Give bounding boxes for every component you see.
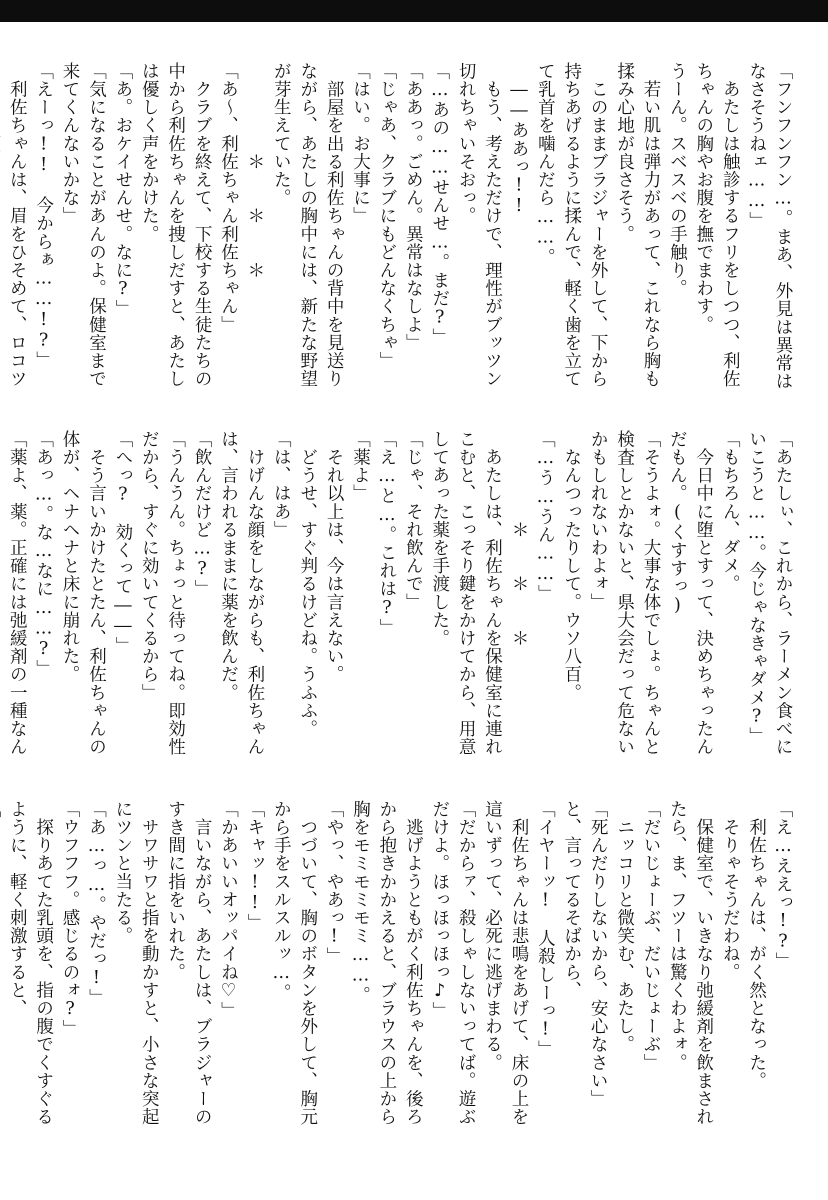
- text-line: 「え…ええっ!?」: [773, 800, 793, 971]
- text-line: 「ああっ。ごめん。異常はなしよ」: [403, 62, 424, 352]
- text-line: 「へっ? 効くって――」: [112, 430, 133, 655]
- text-line: 「だからァ、殺しゃしないってば。遊ぶ: [456, 800, 477, 1126]
- text-line: 言いながら、あたしは、ブラジャーの: [192, 800, 213, 1126]
- text-line: ＊ ＊ ＊: [508, 430, 529, 648]
- text-block-middle: [0, 430, 796, 780]
- top-black-bar: [0, 0, 828, 22]
- text-line: 「ウフフフ。感じるのォ?」: [60, 800, 81, 1038]
- text-line: 「は、はあ」: [271, 430, 292, 539]
- text-line: 「もちろん、ダメ。: [720, 430, 741, 593]
- text-line: 持ちあげるように揉んで、軽く歯を立て: [561, 62, 582, 388]
- text-line: 今日中に堕とすって、決めちゃったん: [693, 430, 714, 756]
- text-line: 「あ。おケイせんせ。なに?」: [112, 62, 133, 318]
- text-line: クラブを終えて、下校する生徒たちの: [192, 62, 213, 388]
- text-line: から抱きかかえると、ブラウスの上から: [376, 800, 397, 1126]
- text-line: そりゃそうだわね。: [720, 800, 741, 981]
- text-line: あたしは、利佐ちゃんを保健室に連れ: [482, 430, 503, 756]
- text-line: だけよ。ほっほっほっ♪」: [429, 800, 450, 1020]
- text-line: から手をスルスルッ…。: [271, 800, 292, 1002]
- text-line: 「キャッ!!」: [244, 800, 265, 932]
- text-line: 胸をモミモミモミ……。: [350, 800, 371, 1005]
- text-line: ＊ ＊ ＊: [244, 62, 265, 280]
- text-line: だから、すぐに効いてくるから」: [139, 430, 160, 702]
- text-line: と、言ってるそばから、: [561, 800, 582, 1000]
- text-line: それ以上は、今は言えない。: [324, 430, 345, 684]
- text-line: 検査しとかないと、県大会だって危ない: [614, 430, 635, 756]
- text-line: 揉み心地が良さそう。: [614, 62, 635, 243]
- text-line: 「あっ…。な…なに……?」: [33, 430, 54, 678]
- text-line: たら、ま、フツーは驚くわよォ。: [667, 800, 688, 1072]
- text-line: [0, 800, 4, 1195]
- text-line: 「そうよォ。大事な体でしょ。ちゃんと: [640, 430, 661, 756]
- text-line: なさそうねェ……」: [746, 62, 767, 230]
- text-line: 「かあいいオッパイね♡」: [218, 800, 239, 1020]
- text-line: 利佐ちゃんは悲鳴をあげて、床の上を: [508, 800, 529, 1126]
- text-line: 「えーっ!! 今からぁ……!?」: [33, 62, 54, 370]
- text-line: 「じゃ、それ飲んで」: [403, 430, 424, 611]
- text-line: て乳首を噛んだら……。: [535, 62, 556, 267]
- text-line: 中から利佐ちゃんを捜しだすと、あたし: [165, 62, 186, 388]
- text-line: 「イヤーッ! 人殺しーっ!」: [535, 800, 556, 1059]
- text-line: 「フンフンフン…。まあ、外見は異常は: [773, 62, 793, 391]
- text-line: うーん。スベスベの手触り。: [667, 62, 688, 298]
- text-line: どうせ、すぐ判るけどね。うふふ。: [297, 430, 318, 738]
- text-line: サワサワと指を動かすと、小さな突起: [139, 800, 160, 1126]
- text-line: は、言われるままに薬を飲んだ。: [218, 430, 239, 702]
- text-line: ちゃんの胸やお腹を撫でまわす。: [693, 62, 714, 334]
- text-line: こむと、こっそり鍵をかけてから、用意: [456, 430, 477, 756]
- text-line: 「あたしぃ、これから、ラーメン食べに: [773, 430, 793, 756]
- text-line: 部屋を出る利佐ちゃんの背中を見送り: [324, 62, 345, 388]
- text-line: 探りあてた乳頭を、指の腹でくすぐる: [33, 800, 54, 1126]
- text-line: けげんな顔をしながらも、利佐ちゃん: [244, 430, 265, 756]
- text-line: 這いずって、必死に逃げまわる。: [482, 800, 503, 1072]
- text-line: なんつったりして。ウソ八百。: [561, 430, 582, 702]
- text-line: 来てくんないかな」: [60, 62, 81, 225]
- text-line: ――ああっ!!: [508, 62, 529, 217]
- text-line: かもしれないわよォ」: [588, 430, 609, 611]
- text-line: してあった薬を手渡した。: [429, 430, 450, 648]
- text-line: ように、軽く刺激すると、: [7, 800, 28, 1018]
- text-line: 「…う…うん……」: [535, 430, 556, 603]
- text-line: 「死んだりしないから、安心なさい」: [588, 800, 609, 1108]
- text-line: 「飲んだけど…?」: [192, 430, 213, 598]
- text-line: 「気になることがあんのよ。保健室まで: [86, 62, 107, 388]
- text-line: 体が、ヘナヘナと床に崩れた。: [60, 430, 81, 684]
- text-line: すき間に指をいれた。: [165, 800, 186, 981]
- text-line: もう、考えただけで、理性がブッツン: [482, 62, 503, 388]
- text-line: だもん。(くすすっ): [667, 430, 688, 616]
- text-line: にツンと当たる。: [112, 800, 133, 945]
- text-line: 「やっ、やあっ!」: [324, 800, 345, 966]
- text-line: 切れちゃいそおっ。: [456, 62, 477, 225]
- text-line: 「はい。お大事に」: [350, 62, 371, 225]
- text-line: 「あ…っ…。やだっ!」: [86, 800, 107, 1007]
- text-line: 「じゃあ、クラブにもどんなくちゃ」: [376, 62, 397, 370]
- text-line: つづいて、胸のボタンを外して、胸元: [297, 800, 318, 1126]
- text-line: 「薬よ、薬。正確には弛緩剤の一種なん: [7, 430, 28, 756]
- text-block-bottom: [0, 800, 796, 1195]
- text-line: 若い肌は弾力があって、これなら胸も: [640, 62, 661, 388]
- text-block-top: [0, 62, 796, 457]
- text-line: 逃げようともがく利佐ちゃんを、後ろ: [403, 800, 424, 1126]
- text-line: 「薬よ」: [350, 430, 371, 503]
- text-line: そう言いかけたとたん、利佐ちゃんの: [86, 430, 107, 756]
- text-line: 「だいじょーぶ、だいじょーぶ」: [640, 800, 661, 1072]
- text-line: いこうと……。今じゃなきゃダメ?」: [746, 430, 767, 746]
- text-line: このままブラジャーを外して、下から: [588, 62, 609, 388]
- text-line: 利佐ちゃんは、眉をひそめて、ロコツ: [7, 62, 28, 388]
- text-line: あたしは触診するフリをしつつ、利佐: [720, 62, 741, 388]
- text-line: 「あ～、利佐ちゃん利佐ちゃん」: [218, 62, 239, 334]
- text-line: 「え…と…。これは?」: [376, 430, 397, 637]
- text-line: ながら、あたしの胸中には、新たな野望: [297, 62, 318, 388]
- text-line: 「…あの……せんせ…。まだ?」: [429, 62, 450, 346]
- text-line: 利佐ちゃんは、がく然となった。: [746, 800, 767, 1090]
- text-line: ニッコリと微笑む、あたし。: [614, 800, 635, 1054]
- text-line: 保健室で、いきなり弛緩剤を飲まされ: [693, 800, 714, 1126]
- text-line: が芽生えていた。: [271, 62, 292, 207]
- text-line: は優しく声をかけた。: [139, 62, 160, 243]
- text-line: 「うんうん。ちょっと待ってね。即効性: [165, 430, 186, 756]
